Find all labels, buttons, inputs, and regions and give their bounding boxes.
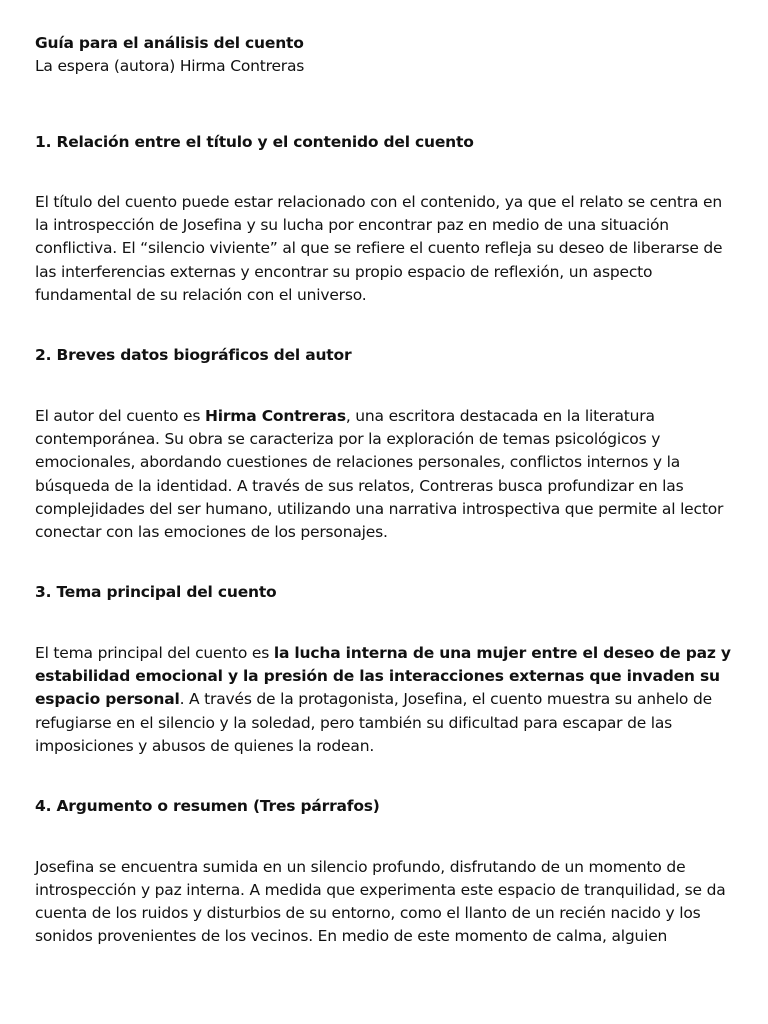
- section-heading-title-relation: 1. Relación entre el título y el contenido del cuento: [35, 132, 474, 151]
- section-heading-author-bio: 2. Breves datos biográficos del autor: [35, 346, 352, 365]
- section-heading-summary: 4. Argumento o resumen (Tres párrafos): [35, 797, 380, 816]
- section-paragraph-main-theme: [35, 642, 735, 758]
- section-paragraph-author-bio: [35, 405, 735, 545]
- document-title: Guía para el análisis del cuento: [35, 34, 304, 52]
- author-name-bold: Hirma Contreras: [204, 406, 346, 425]
- paragraph-text: El autor del cuento es: [35, 406, 205, 425]
- section-heading-main-theme: 3. Tema principal del cuento: [35, 583, 277, 602]
- paragraph-text: , una escritora destacada en la literatura contemporánea. Su obra se caracteriza por la exploración de temas psicológicos y emocionales, abordando cuestiones de relaciones personales, conflictos internos y la búsqueda de la identidad. A través de sus relatos, Contreras busca profundizar en las complejidades del ser humano, utilizando una narrativa introspectiva que permite al lector conectar con las emociones de los personajes.: [35, 406, 724, 542]
- paragraph-text: . A través de la protagonista, Josefina, el cuento muestra su anhelo de refugiarse en el silencio y la soledad, pero también su dificultad para escapar de las imposiciones y abusos de quienes la rodean.: [35, 690, 712, 755]
- paragraph-text: El tema principal del cuento es: [35, 643, 274, 662]
- section-paragraph-title-relation: El título del cuento puede estar relacionado con el contenido, ya que el relato se centra en la introspección de Josefina y su lucha por encontrar paz en medio de una situación conflictiva. El “silencio viviente” al que se refiere el cuento refleja su deseo de liberarse de las interferencias externas y encontrar su propio espacio de reflexión, un aspecto fundamental de su relación con el universo.: [35, 192, 723, 305]
- theme-bold-text: la lucha interna de una mujer entre el deseo de paz y estabilidad emocional y la presión de las interacciones externas que invaden su espacio personal: [35, 643, 731, 709]
- section-paragraph-summary: Josefina se encuentra sumida en un silencio profundo, disfrutando de un momento de introspección y paz interna. A medida que experimenta este espacio de tranquilidad, se da cuenta de los ruidos y disturbios de su entorno, como el llanto de un recién nacido y los sonidos provenientes de los vecinos. En medio de este momento de calma, alguien: [35, 857, 726, 946]
- document-page: [35, 32, 735, 949]
- document-subtitle: La espera (autora) Hirma Contreras: [35, 57, 305, 76]
